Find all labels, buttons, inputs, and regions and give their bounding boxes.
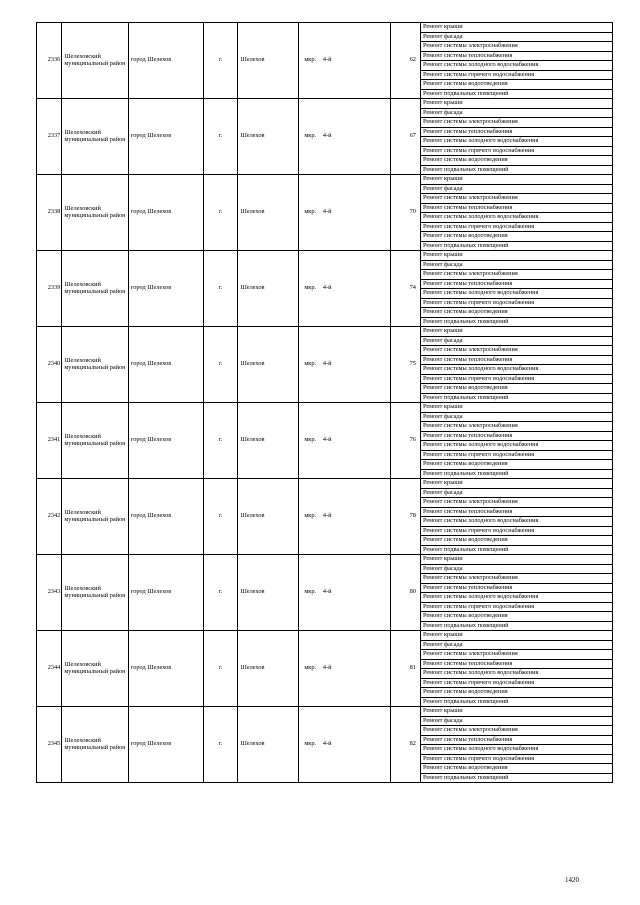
street-type-cell: мкр. [298, 99, 322, 175]
locality-type-cell: г. [203, 327, 238, 403]
street-type-cell: мкр. [298, 327, 322, 403]
house-number-cell: 62 [391, 23, 421, 99]
house-number-cell: 70 [391, 175, 421, 251]
work-type-label: Ремонт системы электроснабжения [422, 346, 518, 353]
municipality-cell: город Шелехов [128, 555, 203, 631]
district-cell: Шелеховский муниципальный район [62, 555, 128, 631]
work-type-label: Ремонт системы горячего водоснабжения [422, 222, 535, 230]
work-type-cell [420, 393, 612, 403]
municipality-cell: город Шелехов [128, 99, 203, 175]
work-type-cell [420, 355, 612, 365]
work-type-cell [420, 659, 612, 669]
street-name-cell: 4-й [322, 251, 391, 327]
work-type-label: Ремонт крыши [422, 479, 463, 486]
work-type-cell [420, 583, 612, 593]
work-type-label: Ремонт системы электроснабжения [422, 270, 518, 277]
work-type-cell [420, 697, 612, 707]
work-type-cell [420, 80, 612, 90]
work-type-label: Ремонт системы горячего водоснабжения [422, 602, 535, 610]
work-type-label: Ремонт системы электроснабжения [422, 574, 518, 581]
municipality-cell: город Шелехов [128, 251, 203, 327]
municipality-cell: город Шелехов [128, 403, 203, 479]
work-type-cell [420, 488, 612, 498]
work-type-cell [420, 108, 612, 118]
work-type-cell [420, 764, 612, 774]
locality-name-cell: Шелехов [238, 23, 298, 99]
work-type-label: Ремонт системы электроснабжения [422, 194, 518, 201]
work-type-label: Ремонт системы холодного водоснабжения [422, 137, 539, 144]
work-type-cell [420, 469, 612, 479]
locality-type-cell: г. [203, 175, 238, 251]
work-type-cell [420, 203, 612, 213]
work-type-cell [420, 384, 612, 394]
work-type-label: Ремонт системы холодного водоснабжения [422, 213, 539, 220]
work-type-cell [420, 232, 612, 242]
row-number: 2338 [37, 175, 62, 251]
locality-type-cell: г. [203, 555, 238, 631]
work-type-cell [420, 669, 612, 679]
street-name-cell: 4-й [322, 403, 391, 479]
work-type-cell [420, 127, 612, 137]
district-cell: Шелеховский муниципальный район [62, 175, 128, 251]
work-type-label: Ремонт подвальных помещений [422, 89, 509, 97]
work-type-label: Ремонт системы электроснабжения [422, 118, 518, 125]
work-type-cell [420, 42, 612, 52]
work-type-cell [420, 412, 612, 422]
street-name-cell: 4-й [322, 99, 391, 175]
table-row [37, 175, 613, 185]
street-type-cell: мкр. [298, 479, 322, 555]
work-type-cell [420, 308, 612, 318]
work-type-label: Ремонт фасада [422, 260, 463, 268]
locality-name-cell: Шелехов [238, 555, 298, 631]
row-number: 2336 [37, 23, 62, 99]
district-cell: Шелеховский муниципальный район [62, 251, 128, 327]
locality-type-cell: г. [203, 479, 238, 555]
work-type-label: Ремонт системы горячего водоснабжения [422, 146, 535, 154]
work-type-cell [420, 241, 612, 251]
work-type-label: Ремонт подвальных помещений [422, 621, 509, 629]
work-type-label: Ремонт системы теплоснабжения [422, 735, 513, 743]
locality-type-cell: г. [203, 707, 238, 783]
work-type-label: Ремонт системы холодного водоснабжения [422, 517, 539, 524]
work-type-label: Ремонт крыши [422, 251, 463, 258]
street-type-cell: мкр. [298, 555, 322, 631]
work-type-cell [420, 213, 612, 223]
work-type-label: Ремонт системы водоотведения [422, 612, 508, 619]
work-type-cell [420, 754, 612, 764]
row-number: 2340 [37, 327, 62, 403]
work-type-label: Ремонт системы теплоснабжения [422, 203, 513, 211]
work-type-label: Ремонт крыши [422, 631, 463, 638]
work-type-label: Ремонт фасада [422, 32, 463, 40]
street-type-cell: мкр. [298, 707, 322, 783]
work-type-cell [420, 403, 612, 413]
street-name-cell: 4-й [322, 479, 391, 555]
work-type-label: Ремонт крыши [422, 403, 463, 410]
work-type-label: Ремонт системы теплоснабжения [422, 583, 513, 591]
work-type-label: Ремонт системы водоотведения [422, 156, 508, 163]
work-type-cell [420, 374, 612, 384]
work-type-cell [420, 222, 612, 232]
house-number-cell: 81 [391, 631, 421, 707]
street-name-cell: 4-й [322, 707, 391, 783]
work-type-cell [420, 61, 612, 71]
work-type-label: Ремонт системы водоотведения [422, 536, 508, 543]
work-type-label: Ремонт системы электроснабжения [422, 422, 518, 429]
municipality-cell: город Шелехов [128, 631, 203, 707]
work-type-cell [420, 441, 612, 451]
street-type-cell: мкр. [298, 251, 322, 327]
work-type-cell [420, 51, 612, 61]
work-type-cell [420, 251, 612, 261]
work-type-cell [420, 23, 612, 33]
municipality-cell: город Шелехов [128, 327, 203, 403]
table-row [37, 555, 613, 565]
work-type-label: Ремонт фасада [422, 640, 463, 648]
house-number-cell: 80 [391, 555, 421, 631]
work-type-label: Ремонт системы холодного водоснабжения [422, 745, 539, 752]
work-type-label: Ремонт системы водоотведения [422, 384, 508, 391]
work-type-cell [420, 745, 612, 755]
municipality-cell: город Шелехов [128, 175, 203, 251]
row-number: 2342 [37, 479, 62, 555]
work-type-label: Ремонт системы электроснабжения [422, 650, 518, 657]
work-type-label: Ремонт крыши [422, 175, 463, 182]
work-type-label: Ремонт системы электроснабжения [422, 498, 518, 505]
street-type-cell: мкр. [298, 403, 322, 479]
work-type-label: Ремонт подвальных помещений [422, 545, 509, 553]
work-type-label: Ремонт подвальных помещений [422, 165, 509, 173]
locality-type-cell: г. [203, 403, 238, 479]
work-type-cell [420, 99, 612, 109]
work-type-cell [420, 688, 612, 698]
work-type-cell [420, 621, 612, 631]
table-row [37, 23, 613, 33]
work-type-label: Ремонт фасада [422, 716, 463, 724]
work-type-cell [420, 32, 612, 42]
work-type-cell [420, 564, 612, 574]
work-type-label: Ремонт системы электроснабжения [422, 42, 518, 49]
house-number-cell: 82 [391, 707, 421, 783]
work-type-cell [420, 735, 612, 745]
work-type-cell [420, 365, 612, 375]
street-name-cell: 4-й [322, 555, 391, 631]
work-type-cell [420, 298, 612, 308]
work-type-cell [420, 726, 612, 736]
work-type-label: Ремонт системы водоотведения [422, 688, 508, 695]
work-type-label: Ремонт системы теплоснабжения [422, 507, 513, 515]
work-type-label: Ремонт системы холодного водоснабжения [422, 669, 539, 676]
municipality-cell: город Шелехов [128, 707, 203, 783]
work-type-label: Ремонт системы горячего водоснабжения [422, 754, 535, 762]
house-number-cell: 78 [391, 479, 421, 555]
row-number: 2345 [37, 707, 62, 783]
work-type-cell [420, 555, 612, 565]
work-type-cell [420, 336, 612, 346]
work-type-cell [420, 317, 612, 327]
work-type-label: Ремонт подвальных помещений [422, 773, 509, 781]
work-type-cell [420, 536, 612, 546]
work-type-label: Ремонт системы холодного водоснабжения [422, 61, 539, 68]
work-type-label: Ремонт системы горячего водоснабжения [422, 374, 535, 382]
repair-table [36, 22, 613, 783]
locality-name-cell: Шелехов [238, 631, 298, 707]
work-type-cell [420, 156, 612, 166]
table-row [37, 707, 613, 717]
work-type-cell [420, 270, 612, 280]
work-type-cell [420, 650, 612, 660]
row-number: 2339 [37, 251, 62, 327]
work-type-label: Ремонт подвальных помещений [422, 241, 509, 249]
work-type-label: Ремонт крыши [422, 327, 463, 334]
work-type-cell [420, 70, 612, 80]
row-number: 2341 [37, 403, 62, 479]
work-type-label: Ремонт системы холодного водоснабжения [422, 289, 539, 296]
district-cell: Шелеховский муниципальный район [62, 707, 128, 783]
work-type-label: Ремонт фасада [422, 336, 463, 344]
work-type-label: Ремонт системы водоотведения [422, 232, 508, 239]
work-type-cell [420, 773, 612, 783]
row-number: 2344 [37, 631, 62, 707]
work-type-cell [420, 194, 612, 204]
work-type-label: Ремонт подвальных помещений [422, 697, 509, 705]
locality-type-cell: г. [203, 23, 238, 99]
work-type-label: Ремонт системы горячего водоснабжения [422, 70, 535, 78]
work-type-label: Ремонт фасада [422, 184, 463, 192]
work-type-label: Ремонт крыши [422, 99, 463, 106]
district-cell: Шелеховский муниципальный район [62, 631, 128, 707]
work-type-label: Ремонт системы теплоснабжения [422, 279, 513, 287]
work-type-label: Ремонт подвальных помещений [422, 393, 509, 401]
work-type-cell [420, 631, 612, 641]
work-type-label: Ремонт системы водоотведения [422, 308, 508, 315]
locality-type-cell: г. [203, 631, 238, 707]
district-cell: Шелеховский муниципальный район [62, 23, 128, 99]
table-row [37, 99, 613, 109]
street-type-cell: мкр. [298, 175, 322, 251]
street-name-cell: 4-й [322, 631, 391, 707]
work-type-label: Ремонт системы горячего водоснабжения [422, 450, 535, 458]
row-number: 2337 [37, 99, 62, 175]
work-type-cell [420, 498, 612, 508]
work-type-label: Ремонт системы горячего водоснабжения [422, 526, 535, 534]
table-row [37, 327, 613, 337]
work-type-cell [420, 279, 612, 289]
table-row [37, 403, 613, 413]
work-type-label: Ремонт системы водоотведения [422, 764, 508, 771]
work-type-cell [420, 146, 612, 156]
work-type-label: Ремонт системы теплоснабжения [422, 355, 513, 363]
work-type-cell [420, 707, 612, 717]
work-type-cell [420, 574, 612, 584]
work-type-cell [420, 346, 612, 356]
work-type-label: Ремонт системы теплоснабжения [422, 431, 513, 439]
work-type-cell [420, 716, 612, 726]
locality-name-cell: Шелехов [238, 251, 298, 327]
work-type-cell [420, 593, 612, 603]
work-type-cell [420, 260, 612, 270]
house-number-cell: 75 [391, 327, 421, 403]
district-cell: Шелеховский муниципальный район [62, 99, 128, 175]
work-type-label: Ремонт фасада [422, 564, 463, 572]
work-type-cell [420, 165, 612, 175]
work-type-label: Ремонт системы теплоснабжения [422, 659, 513, 667]
table-row [37, 251, 613, 261]
house-number-cell: 67 [391, 99, 421, 175]
work-type-label: Ремонт подвальных помещений [422, 469, 509, 477]
work-type-cell [420, 184, 612, 194]
house-number-cell: 76 [391, 403, 421, 479]
locality-name-cell: Шелехов [238, 707, 298, 783]
table-row [37, 479, 613, 489]
work-type-label: Ремонт крыши [422, 707, 463, 714]
work-type-cell [420, 612, 612, 622]
work-type-label: Ремонт системы горячего водоснабжения [422, 678, 535, 686]
district-cell: Шелеховский муниципальный район [62, 327, 128, 403]
locality-type-cell: г. [203, 251, 238, 327]
municipality-cell: город Шелехов [128, 479, 203, 555]
work-type-label: Ремонт системы электроснабжения [422, 726, 518, 733]
work-type-cell [420, 422, 612, 432]
work-type-cell [420, 460, 612, 470]
repair-table-body [37, 23, 613, 783]
work-type-cell [420, 640, 612, 650]
work-type-label: Ремонт системы водоотведения [422, 460, 508, 467]
row-number: 2343 [37, 555, 62, 631]
page-number: 1420 [565, 876, 579, 884]
work-type-cell [420, 678, 612, 688]
work-type-label: Ремонт системы холодного водоснабжения [422, 441, 539, 448]
street-name-cell: 4-й [322, 327, 391, 403]
locality-name-cell: Шелехов [238, 175, 298, 251]
district-cell: Шелеховский муниципальный район [62, 403, 128, 479]
table-row [37, 631, 613, 641]
work-type-cell [420, 289, 612, 299]
municipality-cell: город Шелехов [128, 23, 203, 99]
work-type-label: Ремонт фасада [422, 488, 463, 496]
work-type-cell [420, 137, 612, 147]
work-type-label: Ремонт подвальных помещений [422, 317, 509, 325]
work-type-cell [420, 545, 612, 555]
locality-name-cell: Шелехов [238, 327, 298, 403]
work-type-cell [420, 327, 612, 337]
work-type-label: Ремонт системы теплоснабжения [422, 127, 513, 135]
work-type-label: Ремонт крыши [422, 23, 463, 30]
work-type-label: Ремонт фасада [422, 108, 463, 116]
work-type-label: Ремонт системы водоотведения [422, 80, 508, 87]
work-type-label: Ремонт фасада [422, 412, 463, 420]
work-type-cell [420, 507, 612, 517]
street-name-cell: 4-й [322, 175, 391, 251]
house-number-cell: 74 [391, 251, 421, 327]
work-type-cell [420, 89, 612, 99]
work-type-cell [420, 526, 612, 536]
locality-name-cell: Шелехов [238, 99, 298, 175]
work-type-cell [420, 118, 612, 128]
locality-name-cell: Шелехов [238, 479, 298, 555]
work-type-label: Ремонт системы холодного водоснабжения [422, 593, 539, 600]
work-type-cell [420, 602, 612, 612]
work-type-cell [420, 517, 612, 527]
street-type-cell: мкр. [298, 23, 322, 99]
work-type-label: Ремонт системы холодного водоснабжения [422, 365, 539, 372]
locality-name-cell: Шелехов [238, 403, 298, 479]
work-type-cell [420, 431, 612, 441]
work-type-label: Ремонт крыши [422, 555, 463, 562]
locality-type-cell: г. [203, 99, 238, 175]
district-cell: Шелеховский муниципальный район [62, 479, 128, 555]
work-type-label: Ремонт системы горячего водоснабжения [422, 298, 535, 306]
street-name-cell: 4-й [322, 23, 391, 99]
work-type-cell [420, 479, 612, 489]
work-type-label: Ремонт системы теплоснабжения [422, 51, 513, 59]
work-type-cell [420, 175, 612, 185]
work-type-cell [420, 450, 612, 460]
street-type-cell: мкр. [298, 631, 322, 707]
